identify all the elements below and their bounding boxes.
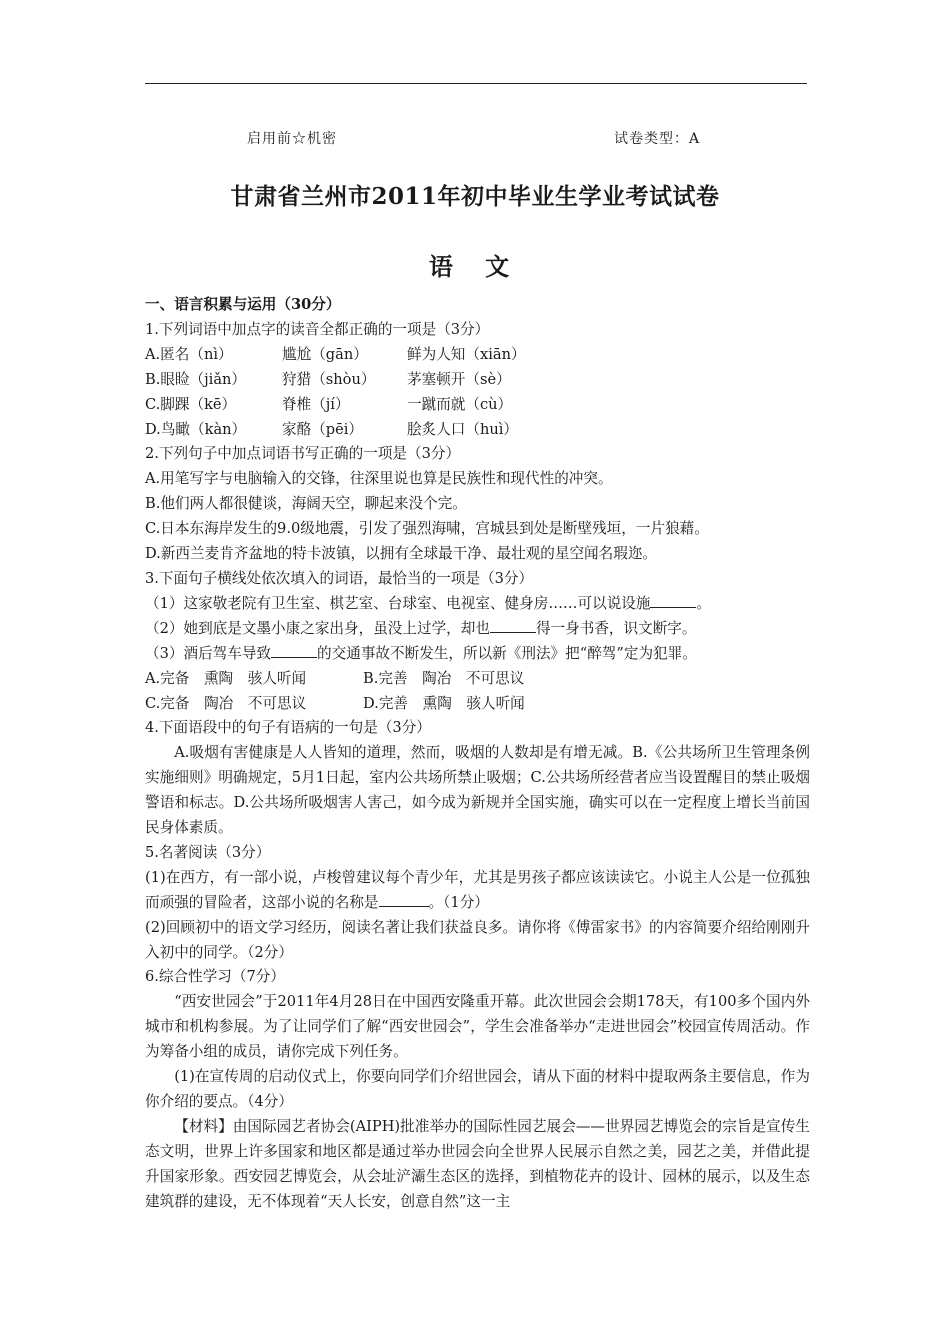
question-1-option-c: [145, 393, 810, 418]
question-6-task-1: (1)在宣传周的启动仪式上，你要向同学们介绍世园会，请从下面的材料中提取两条主要信息，作为你介绍的要点。（4分）: [145, 1068, 810, 1110]
question-1-option-d: [145, 418, 810, 443]
option-word: 狩猎（shòu）: [282, 370, 376, 388]
fill-blank: [271, 645, 317, 658]
paper-type-label: 试卷类型：A: [614, 131, 701, 147]
question-2-option-c: C.日本东海岸发生的9.0级地震，引发了强烈海啸，宫城县到处是断壁残垣，一片狼藉。: [145, 520, 709, 538]
question-2-option-a: A.用笔写字与电脑输入的交锋，往深里说也算是民族性和现代性的冲突。: [145, 470, 613, 488]
question-6-stem: 6.综合性学习（7分）: [145, 968, 285, 986]
option-word: 脊椎（jí）: [282, 395, 350, 413]
option-word: D.鸟瞰（kàn）: [145, 420, 247, 438]
question-2-option-b: B.他们两人都很健谈，海阔天空，聊起来没个完。: [145, 495, 467, 513]
exam-title: 甘肃省兰州市2011年初中毕业生学业考试试卷: [230, 183, 720, 210]
question-1-option-a: [145, 343, 810, 368]
option-word: C.脚踝（kē）: [145, 395, 237, 413]
fill-blank: [650, 595, 696, 608]
option-word: 鲜为人知（xiān）: [407, 345, 526, 363]
option-word: 家酪（pēi）: [282, 420, 364, 438]
sentence-text: 。: [696, 594, 712, 612]
option-word: 一蹴而就（cù）: [407, 395, 513, 413]
question-4-stem: 4.下面语段中的句子有语病的一句是（3分）: [145, 719, 431, 737]
sentence-text: 得一身书香，识文断字。: [535, 619, 697, 637]
question-6-material: 【材料】由国际园艺者协会(AIPH)批准举办的国际性园艺展会——世界园艺博览会的宗旨是宣传生态文明，世界上许多国家和地区都是通过举办世园会向全世界人民展示自然之美，园艺之美，并借此提升国家形象。西安园艺博览会，从会址浐灞生态区的选择，到植物花卉的设计、园林的展示，以及生态建筑群的建设，无不体现着“天人长安，创意自然”这一主: [145, 1117, 810, 1210]
question-3-sentence-1: [145, 592, 810, 617]
question-3-sentence-2: [145, 617, 810, 642]
question-5-stem: 5.名著阅读（3分）: [145, 843, 271, 861]
question-3-stem: 3.下面句子横线处依次填入的词语，最恰当的一项是（3分）: [145, 569, 534, 587]
fill-blank: [490, 620, 536, 633]
question-1-stem: 1.下列词语中加点字的读音全都正确的一项是（3分）: [145, 320, 490, 338]
question-1-option-b: [145, 368, 810, 393]
option-word: 脍炙人口（huì）: [407, 420, 519, 438]
sentence-text: （3）酒后驾车导致: [145, 644, 272, 662]
option-word: B.眼睑（jiǎn）: [145, 370, 247, 388]
question-4-passage: A.吸烟有害健康是人人皆知的道理，然而，吸烟的人数却是有增无减。B.《公共场所卫生管理条例实施细则》明确规定，5月1日起，室内公共场所禁止吸烟；C.公共场所经营者应当设置醒目的禁止吸烟警语和标志。D.公共场所吸烟害人害己，如今成为新规并全国实施，确实可以在一定程度上增长当前国民身体素质。: [145, 744, 810, 837]
question-6-intro: “西安世园会”于2011年4月28日在中国西安隆重开幕。此次世园会会期178天，有100多个国内外城市和机构参展。为了让同学们了解“西安世园会”，学生会准备举办“走进世园会”校园宣传周活动。作为筹备小组的成员，请你完成下列任务。: [145, 993, 810, 1061]
option-text: D.完善 熏陶 骇人听闻: [363, 694, 525, 712]
option-word: 茅塞顿开（sè）: [407, 370, 511, 388]
option-word: 尴尬（gān）: [282, 345, 368, 363]
question-3-options-row-2: [145, 692, 810, 717]
fill-blank: [379, 894, 429, 907]
option-text: C.完备 陶冶 不可思议: [145, 694, 307, 712]
sentence-text: 的交通事故不断发生，所以新《刑法》把“醉驾”定为犯罪。: [317, 644, 697, 662]
question-text: 。（1分）: [428, 893, 489, 911]
subject-title: 语 文: [428, 252, 522, 281]
option-word: A.匿名（nì）: [145, 345, 233, 363]
question-3-sentence-3: [145, 642, 810, 667]
section-heading: 一、语言积累与运用（30分）: [145, 296, 341, 313]
question-5-part-1: [145, 866, 810, 916]
question-2-stem: 2.下列句子中加点词语书写正确的一项是（3分）: [145, 445, 461, 463]
question-text: (1)在西方，有一部小说，卢梭曾建议每个青少年，尤其是男孩子都应该读读它。小说主人公是一位孤独而顽强的冒险者，这部小说的名称是: [145, 868, 810, 911]
option-text: A.完备 熏陶 骇人听闻: [145, 669, 307, 687]
question-2-option-d: D.新西兰麦肯齐盆地的特卡波镇，以拥有全球最干净、最壮观的星空闻名瑕迩。: [145, 545, 658, 563]
top-rule: [145, 83, 807, 84]
option-text: B.完善 陶冶 不可思议: [363, 669, 525, 687]
exam-content: [145, 293, 810, 1215]
confidential-label: 启用前☆机密: [247, 131, 337, 147]
sentence-text: （2）她到底是文墨小康之家出身，虽没上过学，却也: [145, 619, 490, 637]
sentence-text: （1）这家敬老院有卫生室、棋艺室、台球室、电视室、健身房……可以说设施: [145, 594, 651, 612]
question-5-part-2: (2)回顾初中的语文学习经历，阅读名著让我们获益良多。请你将《傅雷家书》的内容简要介绍给刚刚升入初中的同学。（2分）: [145, 918, 810, 961]
question-3-options-row-1: [145, 667, 810, 692]
